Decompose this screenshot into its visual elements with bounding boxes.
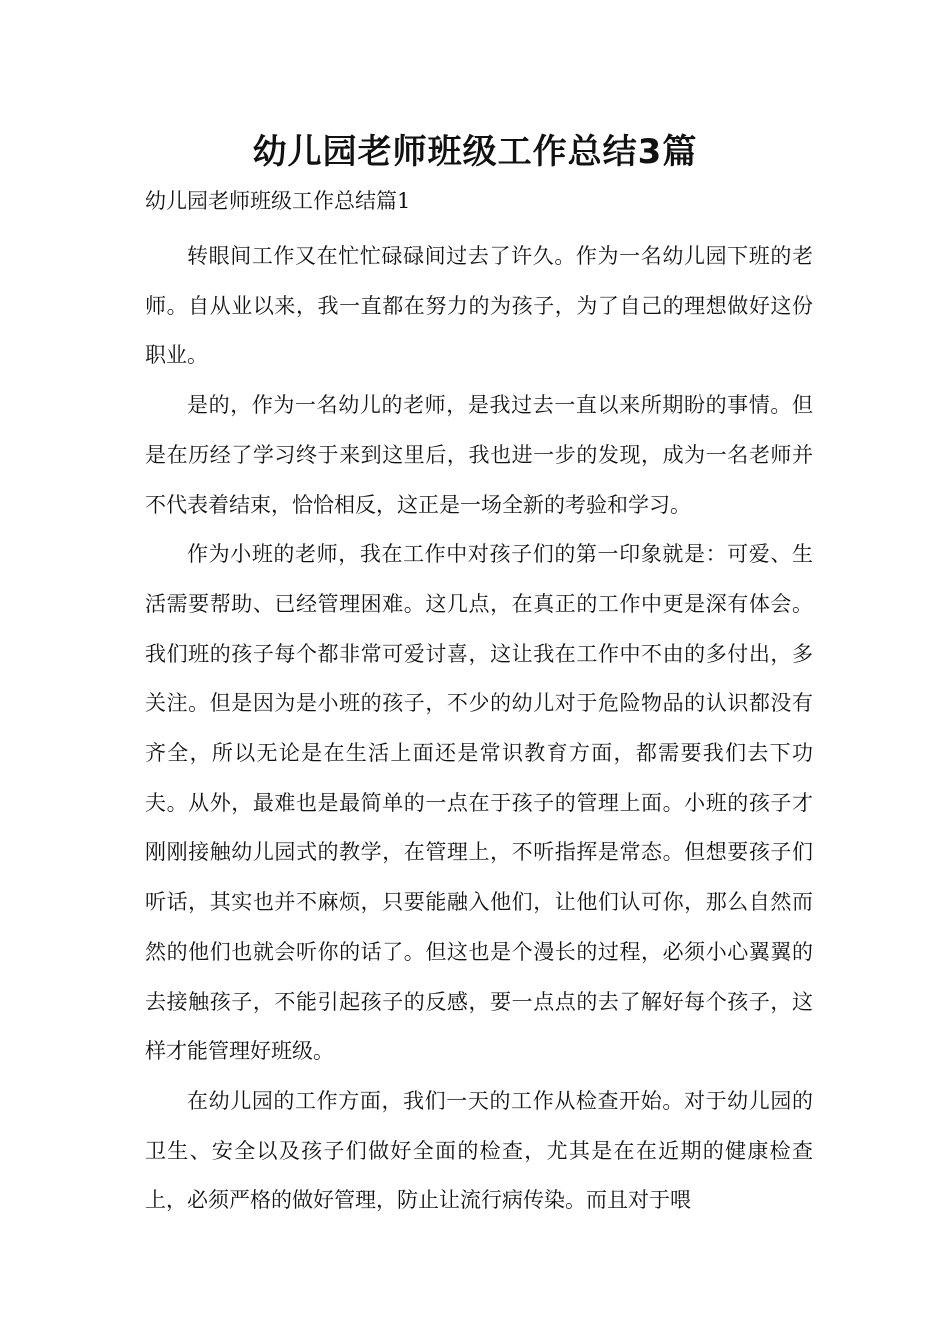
body-paragraph: 作为小班的老师，我在工作中对孩子们的第一印象就是：可爱、生活需要帮助、已经管理困难。这几点，在真正的工作中更是深有体会。我们班的孩子每个都非常可爱讨喜，这让我在工作中不由的多付出，多关注。但是因为是小班的孩子，不少的幼儿对于危险物品的认识都没有齐全，所以无论是在生活上面还是常识教育方面，都需要我们去下功夫。从外，最难也是最简单的一点在于孩子的管理上面。小班的孩子才刚刚接触幼儿园式的教学，在管理上，不听指挥是常态。但想要孩子们听话，其实也并不麻烦，只要能融入他们，让他们认可你，那么自然而然的他们也就会听你的话了。但这也是个漫长的过程，必须小心翼翼的去接触孩子，不能引起孩子的反感，要一点点的去了解好每个孩子，这样才能管理好班级。 — [145, 542, 813, 1064]
body-paragraph: 转眼间工作又在忙忙碌碌间过去了许久。作为一名幼儿园下班的老师。自从业以来，我一直都在努力的为孩子，为了自己的理想做好这份职业。 — [145, 244, 813, 368]
body-paragraph: 是的，作为一名幼儿的老师，是我过去一直以来所期盼的事情。但是在历经了学习终于来到这里后，我也进一步的发现，成为一名老师并不代表着结束，恰恰相反，这正是一场全新的考验和学习。 — [145, 393, 813, 517]
body-paragraph: 在幼儿园的工作方面，我们一天的工作从检查开始。对于幼儿园的卫生、安全以及孩子们做好全面的检查，尤其是在在近期的健康检查上，必须严格的做好管理，防止让流行病传染。而且对于喂 — [145, 1088, 813, 1213]
document-title: 幼儿园老师班级工作总结3篇 — [252, 132, 698, 172]
document-body — [145, 232, 813, 1226]
section-heading: 幼儿园老师班级工作总结篇1 — [145, 189, 411, 213]
